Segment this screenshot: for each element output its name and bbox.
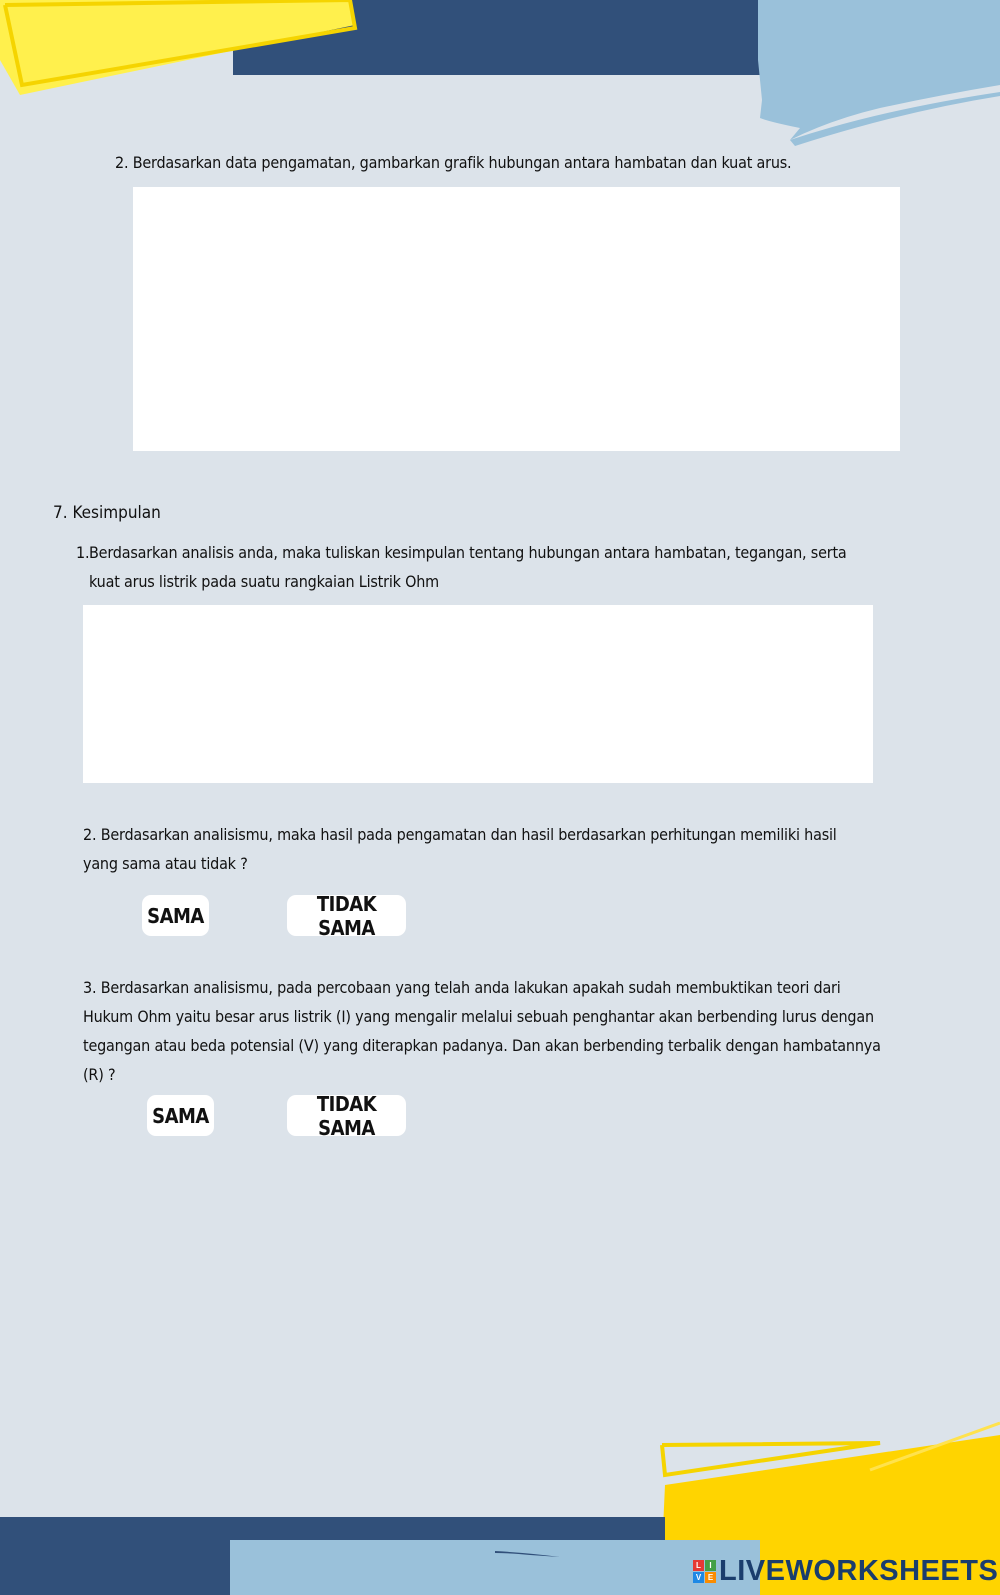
liveworksheets-tile-icon xyxy=(693,1560,716,1583)
graph-answer-box[interactable] xyxy=(133,187,900,451)
graph-question-text: 2. Berdasarkan data pengamatan, gambarkan grafik hubungan antara hambatan dan kuat arus. xyxy=(115,153,792,172)
q2-same-button[interactable]: SAMA xyxy=(142,895,209,936)
q3-not-same-button[interactable]: TIDAK SAMA xyxy=(287,1095,406,1136)
conclusion-question-1-text: Berdasarkan analisis anda, maka tuliskan kesimpulan tentang hubungan antara hambatan, tegangan, serta kuat arus listrik pada suatu rangkaian Listrik Ohm xyxy=(89,543,847,591)
conclusion-answer-box[interactable] xyxy=(83,605,873,783)
logo-wordmark: LIVEWORKSHEETS xyxy=(719,1554,999,1587)
q2-not-same-button[interactable]: TIDAK SAMA xyxy=(287,895,406,936)
footer-blue-band xyxy=(230,1540,760,1595)
question-number: 1. xyxy=(76,543,90,562)
logo-tile-i: I xyxy=(705,1560,716,1571)
conclusion-question-3-text: 3. Berdasarkan analisismu, pada percobaan yang telah anda lakukan apakah sudah membuktikan teori dari Hukum Ohm yaitu besar arus listrik (I) yang mengalir melalui sebuah penghantar akan berbending lurus dengan tegangan atau beda potensial (V) yang diterapkan padanya. Dan akan berbending terbalik dengan hambatannya (R) ? xyxy=(83,978,881,1084)
logo-tile-l: L xyxy=(693,1560,704,1571)
q3-same-button[interactable]: SAMA xyxy=(147,1095,214,1136)
liveworksheets-logo[interactable] xyxy=(693,1553,998,1589)
logo-tile-e: E xyxy=(705,1572,716,1583)
conclusion-question-2-text: 2. Berdasarkan analisismu, maka hasil pada pengamatan dan hasil berdasarkan perhitungan memiliki hasil yang sama atau tidak ? xyxy=(83,825,837,873)
header-decoration xyxy=(0,0,1000,160)
section-title-kesimpulan: 7. Kesimpulan xyxy=(53,503,161,523)
logo-tile-v: V xyxy=(693,1572,704,1583)
